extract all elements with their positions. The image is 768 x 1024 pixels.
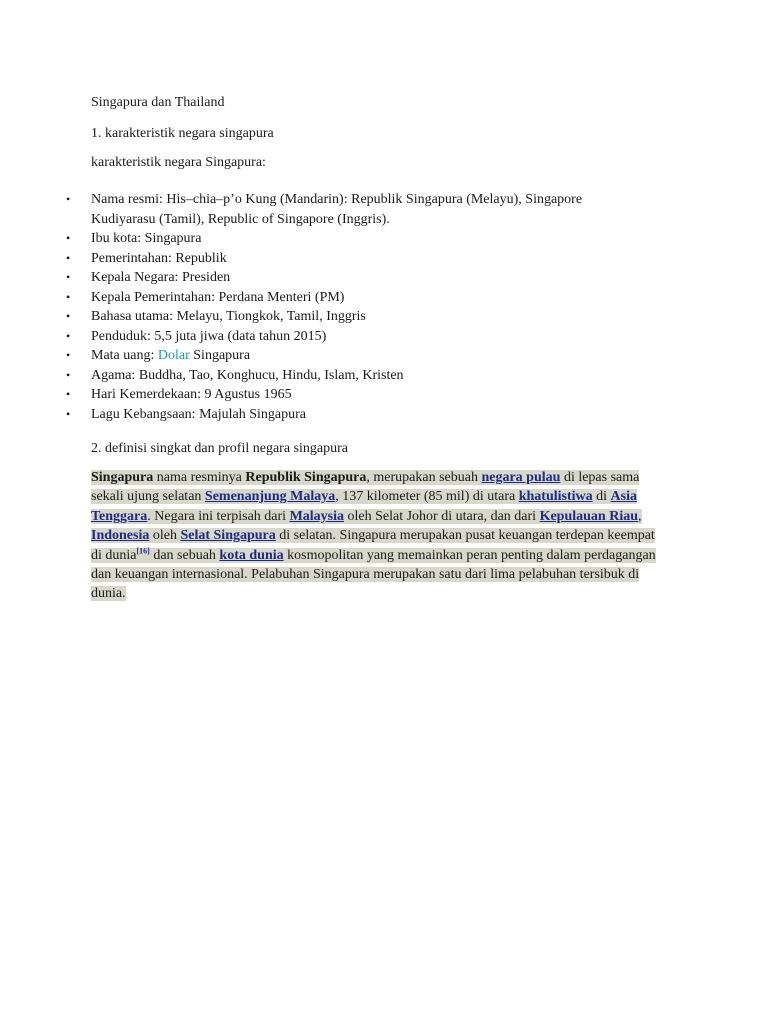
bullet-icon: • (66, 328, 71, 343)
link-malaysia[interactable]: Malaysia (289, 508, 345, 524)
bold-text: Republik Singapura (245, 470, 367, 485)
paragraph-text: , merupakan sebuah (366, 470, 482, 485)
bullet-icon: • (66, 231, 71, 245)
bullet-icon: • (66, 192, 71, 206)
bullet-icon: • (66, 289, 71, 304)
fact-text: Bahasa utama: Melayu, Tiongkok, Tamil, Inggris (91, 309, 366, 324)
paragraph-text: oleh (149, 528, 181, 544)
bullet-icon: • (66, 348, 71, 362)
paragraph-text: , (638, 508, 642, 524)
fact-text: Hari Kemerdekaan: 9 Agustus 1965 (91, 387, 292, 402)
paragraph-text: di (592, 489, 611, 505)
bullet-icon: • (66, 367, 71, 382)
section-1-heading: 1. karakteristik negara singapura (91, 126, 274, 141)
dolar-link[interactable]: Dolar (157, 348, 190, 363)
bullet-icon: • (66, 250, 71, 265)
fact-text: Penduduk: 5,5 juta jiwa (data tahun 2015) (91, 328, 327, 344)
paragraph-text: , 137 kilometer (85 mil) di utara (335, 489, 519, 505)
link-selat-singapura[interactable]: Selat Singapura (180, 528, 276, 544)
link-asia-tenggara[interactable]: Asia Tenggara (91, 489, 637, 524)
list-item (0, 268, 651, 288)
fact-text: Ibu kota: Singapura (91, 231, 202, 246)
fact-text: Kepala Pemerintahan: Perdana Menteri (PM) (91, 289, 345, 305)
link-kota-dunia[interactable]: kota dunia (219, 547, 284, 563)
paragraph-text: kosmopolitan yang memainkan peran penting dalam perdagangan dan keuangan internasional. Pelabuhan Singapura merupakan satu dari lima pelabuhan tersibuk di dunia. (91, 547, 656, 602)
link-kepulauan-riau[interactable]: Kepulauan Riau (539, 508, 639, 524)
link-indonesia[interactable]: Indonesia (91, 528, 150, 544)
paragraph-text: . Negara ini terpisah dari (147, 508, 290, 524)
facts-list (0, 190, 768, 424)
fact-text: Mata uang: (91, 348, 158, 363)
profile-paragraph (91, 468, 666, 604)
section-2-heading: 2. definisi singkat dan profil negara singapura (91, 441, 348, 456)
paragraph-text: dan sebuah (149, 547, 220, 563)
bullet-icon: • (66, 309, 71, 323)
fact-text: Nama resmi: His–chia–p’o Kung (Mandarin): Republik Singapura (Melayu), Singapore (91, 192, 583, 207)
fact-text: Kudiyarasu (Tamil), Republic of Singapore (Inggris). (91, 211, 390, 227)
fact-text: Agama: Buddha, Tao, Konghucu, Hindu, Islam, Kristen (91, 367, 404, 383)
list-item (0, 366, 651, 386)
section-1-intro: karakteristik negara Singapura: (91, 155, 266, 170)
highlighted-text (91, 470, 656, 601)
link-khatulistiwa[interactable]: khatulistiwa (518, 489, 593, 505)
list-item (0, 385, 651, 405)
bullet-icon: • (66, 387, 71, 401)
paragraph-text: nama resminya (153, 470, 246, 485)
fact-text: Singapura (189, 348, 251, 363)
list-item (0, 327, 651, 347)
list-item (0, 307, 651, 327)
link-semenanjung-malaya[interactable]: Semenanjung Malaya (204, 489, 336, 505)
fact-text: Lagu Kebangsaan: Majulah Singapura (91, 406, 306, 422)
list-item (0, 249, 651, 269)
link-negara-pulau[interactable]: negara pulau (481, 470, 561, 485)
paragraph-text: oleh Selat Johor di utara, dan dari (344, 508, 540, 524)
reference-link[interactable]: [16] (136, 545, 150, 555)
bullet-icon: • (66, 406, 71, 421)
list-item (0, 405, 651, 425)
bullet-icon: • (66, 270, 71, 284)
bold-text: Singapura (91, 470, 154, 485)
document-title: Singapura dan Thailand (91, 95, 225, 110)
paragraph-text: di selatan. Singapura merupakan pusat keuangan terdepan keempat di dunia (91, 528, 655, 563)
list-item (0, 190, 651, 229)
list-item (0, 346, 651, 366)
fact-text: Pemerintahan: Republik (91, 250, 227, 266)
fact-text: Kepala Negara: Presiden (91, 270, 231, 285)
list-item (0, 288, 651, 308)
list-item (0, 229, 651, 249)
paragraph-text: di lepas sama sekali ujung selatan (91, 470, 640, 505)
